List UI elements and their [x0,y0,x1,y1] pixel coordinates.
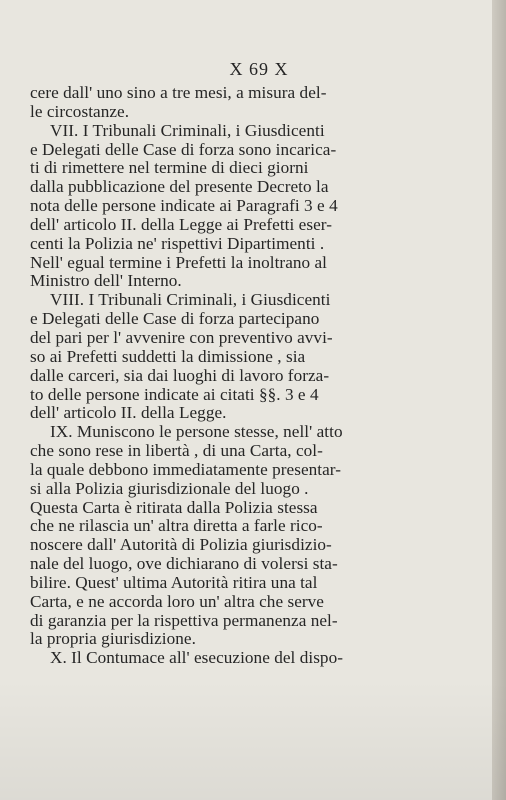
page-number: X 69 X [229,59,289,79]
text-line: to delle persone indicate ai citati §§. 3 e 4 [30,384,319,404]
text-line: noscere dall' Autorità di Polizia giurisdizio- [30,535,332,555]
text-line: nota delle persone indicate ai Paragrafi 3 e 4 [30,196,338,216]
text-line: centi la Polizia ne' rispettivi Dipartimenti . [30,233,325,253]
text-line: dell' articolo II. della Legge. [30,403,227,423]
text-line: che sono rese in libertà , di una Carta, col- [30,441,323,461]
text-line: le circostanze. [30,101,130,121]
text-line: nale del luogo, ove dichiarano di volersi sta- [30,554,338,574]
text-line: dalle carceri, sia dai luoghi di lavoro forza- [30,365,330,385]
paragraph-ix-start: IX. Muniscono le persone stesse, nell' atto [50,422,343,442]
text-line: Carta, e ne accorda loro un' altra che serve [30,591,324,611]
text-line: dalla pubblicazione del presente Decreto la [30,177,329,197]
page-shading [0,680,506,800]
text-line: e Delegati delle Case di forza partecipano [30,309,320,329]
text-line: Questa Carta è ritirata dalla Polizia stessa [30,497,318,517]
paragraph-viii-start: VIII. I Tribunali Criminali, i Giusdicenti [50,290,331,310]
text-line: Nell' egual termine i Prefetti la inoltrano al [30,252,328,272]
document-body [30,56,488,668]
paragraph-x-start: X. Il Contumace all' esecuzione del dispo- [50,648,343,668]
text-line: Ministro dell' Interno. [30,271,182,291]
text-line: si alla Polizia giurisdizionale del luogo . [30,478,309,498]
text-line: e Delegati delle Case di forza sono incarica- [30,139,337,159]
text-line: che ne rilascia un' altra diretta a farle rico- [30,516,323,536]
text-line: dell' articolo II. della Legge ai Prefetti eser- [30,214,332,234]
text-line: del pari per l' avvenire con preventivo avvi- [30,327,333,347]
text-line: la quale debbono immediatamente presentar- [30,459,342,479]
text-line: cere dall' uno sino a tre mesi, a misura del- [30,83,327,102]
paragraph-vii-start: VII. I Tribunali Criminali, i Giusdicenti [50,120,325,140]
text-line: bilire. Quest' ultima Autorità ritira una tal [30,572,318,592]
text-line: ti di rimettere nel termine di dieci giorni [30,158,309,178]
text-line: la propria giurisdizione. [30,629,196,649]
text-line: di garanzia per la rispettiva permanenza nel- [30,610,338,630]
text-line: so ai Prefetti suddetti la dimissione , sia [30,346,306,366]
